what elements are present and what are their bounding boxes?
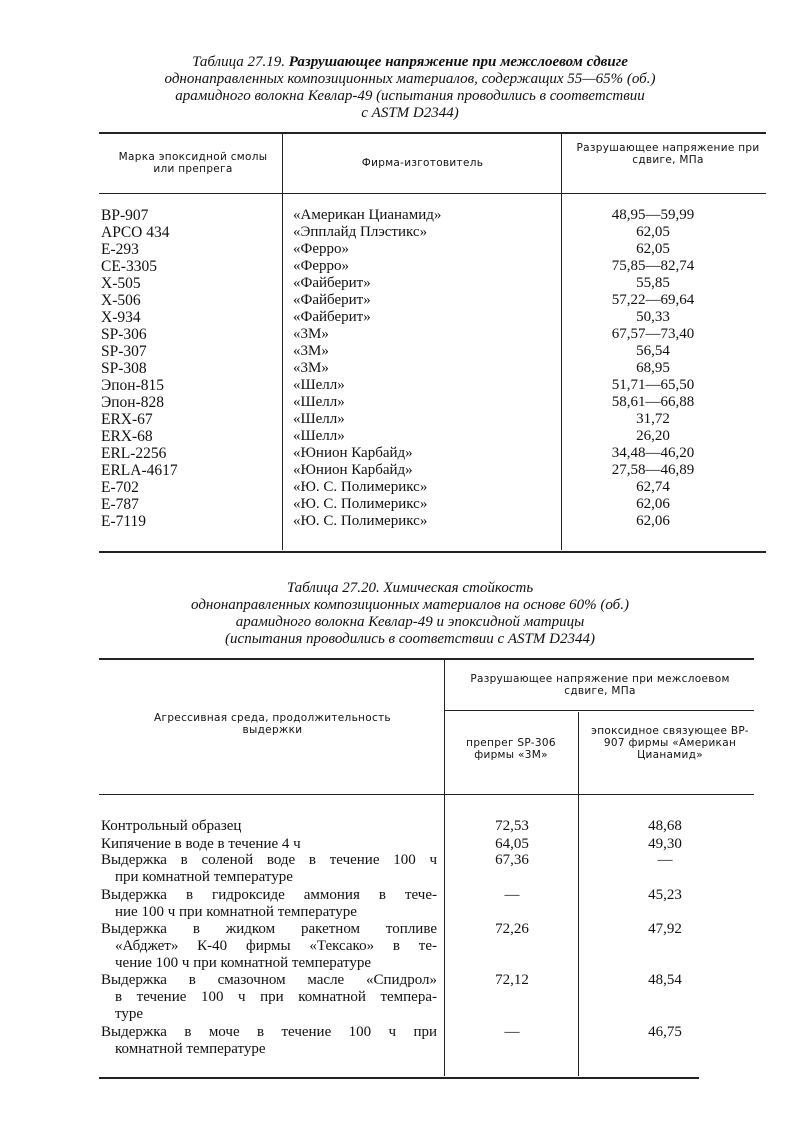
table1-cell-value: 67,57—73,40 [611, 326, 695, 342]
table2-cell-prepreg: — [504, 887, 520, 903]
table1-bottom-rule [99, 551, 766, 553]
table2-cell-prepreg: 67,36 [495, 852, 529, 868]
table2-cell-prepreg: 72,12 [495, 972, 529, 988]
table1-cell-value: 51,71—65,50 [611, 377, 695, 393]
table2-cell-env-line: Выдержка в жидком ракетном топливе [101, 921, 437, 937]
table2-header-rule [99, 794, 754, 795]
table2-cell-env-line: Выдержка в соленой воде в течение 100 ч [101, 852, 437, 868]
table2-caption-line-3: арамидного волокна Кевлар-49 и эпоксидной матрицы [235, 614, 585, 630]
table2-header-sub2: эпоксидное связующее BP-907 фирмы «Американ Цианамид» [591, 725, 749, 761]
table1-cell-value: 58,61—66,88 [611, 394, 695, 410]
table1-cell-maker: «3M» [293, 343, 329, 359]
table1-cell-maker: «Ю. С. Полимерикс» [293, 496, 428, 512]
table2-group-rule [444, 710, 754, 711]
table1-cell-value: 27,58—46,89 [611, 462, 695, 478]
table1-cell-maker: «Шелл» [293, 377, 345, 393]
table1-cell-maker: «Юнион Карбайд» [293, 445, 413, 461]
table2-cell-env [101, 887, 437, 921]
table1-cell-value: 62,06 [636, 496, 670, 512]
table1-cell-brand: SP-306 [101, 326, 147, 343]
table2-cell-binder: — [657, 852, 673, 868]
table1-caption-line-1 [60, 54, 760, 71]
table2-cell-prepreg: 64,05 [495, 836, 529, 852]
table1-cell-brand: SP-307 [101, 343, 147, 360]
table1-cell-value: 62,05 [636, 224, 670, 240]
table1-cell-value: 34,48—46,20 [611, 445, 695, 461]
table1-cell-maker: «Шелл» [293, 428, 345, 444]
table1-cell-brand: ERLA-4617 [101, 462, 178, 479]
table1-cell-maker: «Файберит» [293, 309, 371, 325]
table2-caption-line-2: однонаправленных композиционных материалов на основе 60% (об.) [191, 597, 629, 613]
table1-cell-value: 75,85—82,74 [611, 258, 695, 274]
table2-cell-env [101, 852, 437, 886]
table1-cell-maker: «Файберит» [293, 275, 371, 291]
table1-cell-value: 62,06 [636, 513, 670, 529]
table1-cell-brand: ERX-68 [101, 428, 153, 445]
table2-col-divider-2 [578, 712, 579, 1076]
table1-caption-label: Таблица 27.19. [192, 54, 286, 70]
table1-cell-brand: Эпон-828 [101, 394, 164, 411]
table1-cell-maker: «Шелл» [293, 411, 345, 427]
table2-header-sub1: препрег SP-306 фирмы «3M» [466, 737, 556, 761]
table1-cell-maker: «Шелл» [293, 394, 345, 410]
table1-cell-brand: X-506 [101, 292, 141, 309]
table2-cell-prepreg: — [504, 1024, 520, 1040]
table1-cell-brand: E-702 [101, 479, 139, 496]
table1-cell-value: 48,95—59,99 [611, 207, 695, 223]
table1-cell-brand: APCO 434 [101, 224, 170, 241]
table1-cell-brand: SP-308 [101, 360, 147, 377]
table2-cell-env [101, 1024, 437, 1058]
table1-header-stress: Разрушающее напряжение при сдвиге, МПа [576, 142, 760, 166]
table1-cell-maker: «Ю. С. Полимерикс» [293, 479, 428, 495]
table1-cell-value: 55,85 [636, 275, 670, 291]
table1-header-brand: Марка эпоксидной смолы или препрега [118, 151, 268, 175]
table2-cell-env-line: туре [115, 1005, 144, 1022]
table1-col-divider-2 [561, 134, 562, 550]
table1-cell-value: 62,74 [636, 479, 670, 495]
table2-cell-env [101, 921, 437, 971]
table2-cell-binder: 49,30 [648, 836, 682, 852]
table2-cell-env-line: Выдержка в гидроксиде аммония в тече- [101, 887, 437, 903]
table1-header-rule [99, 193, 766, 194]
table1-cell-maker: «Американ Цианамид» [293, 207, 442, 223]
table2-cell-env-line: «Абджет» К-40 фирмы «Тексако» в те- [115, 937, 437, 954]
table2-caption [60, 580, 760, 648]
table1-top-rule [99, 132, 766, 134]
table2-col-divider-1 [444, 660, 445, 1076]
table1-cell-brand: Эпон-815 [101, 377, 164, 394]
table2-cell-binder: 45,23 [648, 887, 682, 903]
table1-cell-maker: «Ферро» [293, 258, 350, 274]
table1-cell-brand: E-787 [101, 496, 139, 513]
table2-cell-env [101, 836, 437, 853]
table2-cell-env-line: в течение 100 ч при комнатной темпера- [115, 988, 437, 1005]
table2-cell-binder: 48,54 [648, 972, 682, 988]
table2-header-group: Разрушающее напряжение при межслоевом сдвиге, МПа [470, 673, 730, 697]
table2-cell-binder: 46,75 [648, 1024, 682, 1040]
table2-cell-binder: 47,92 [648, 921, 682, 937]
table2-cell-prepreg: 72,26 [495, 921, 529, 937]
table1-cell-maker: «Юнион Карбайд» [293, 462, 413, 478]
table2-cell-env-line: Контрольный образец [101, 818, 242, 834]
table2-cell-env-line: комнатной температуре [115, 1040, 266, 1057]
table1-cell-value: 57,22—69,64 [611, 292, 695, 308]
table1-caption-line-3: арамидного волокна Кевлар-49 (испытания проводились в соответствии [175, 88, 645, 104]
table1-header-maker: Фирма-изготовитель [361, 157, 484, 169]
table2-caption-line-4: (испытания проводились в соответствии с ASTM D2344) [225, 631, 595, 647]
table1-cell-brand: E-7119 [101, 513, 147, 530]
table1-cell-brand: BP-907 [101, 207, 149, 224]
table2-bottom-rule [99, 1077, 699, 1079]
table2-cell-binder: 48,68 [648, 818, 682, 834]
table1-cell-maker: «Ферро» [293, 241, 350, 257]
table2-cell-env-line: чение 100 ч при комнатной температуре [115, 954, 372, 971]
table1-col-divider-1 [282, 134, 283, 550]
table2-cell-env-line: ние 100 ч при комнатной температуре [115, 903, 357, 920]
table2-cell-env-line: при комнатной температуре [115, 868, 293, 885]
table1-cell-value: 31,72 [636, 411, 670, 427]
table2-cell-env-line: Выдержка в моче в течение 100 ч при [101, 1024, 437, 1040]
table1-cell-brand: ERX-67 [101, 411, 153, 428]
table2-top-rule [99, 658, 754, 660]
table1-cell-maker: «Файберит» [293, 292, 371, 308]
table1-cell-value: 56,54 [636, 343, 670, 359]
table1-cell-value: 50,33 [636, 309, 670, 325]
table1-cell-brand: E-293 [101, 241, 139, 258]
table2-header-env: Агрессивная среда, продолжительность выдержки [154, 712, 391, 736]
table2-cell-env-line: Выдержка в смазочном масле «Спидрол» [101, 972, 437, 988]
table2-cell-prepreg: 72,53 [495, 818, 529, 834]
table1-cell-brand: CE-3305 [101, 258, 157, 275]
table1-cell-brand: ERL-2256 [101, 445, 167, 462]
table2-cell-env [101, 818, 437, 835]
table2-cell-env-line: Кипячение в воде в течение 4 ч [101, 836, 301, 852]
table1-cell-value: 62,05 [636, 241, 670, 257]
table1-cell-maker: «3M» [293, 326, 329, 342]
table1-cell-maker: «Эпплайд Плэстикс» [293, 224, 428, 240]
table1-cell-brand: X-934 [101, 309, 141, 326]
table1-cell-brand: X-505 [101, 275, 141, 292]
table2-caption-line-1: Таблица 27.20. Химическая стойкость [286, 580, 534, 596]
table1-caption-line-2: однонаправленных композиционных материалов, содержащих 55—65% (об.) [164, 71, 656, 87]
table1-cell-value: 68,95 [636, 360, 670, 376]
table1-cell-value: 26,20 [636, 428, 670, 444]
table1-caption [60, 54, 760, 122]
table1-cell-maker: «Ю. С. Полимерикс» [293, 513, 428, 529]
table2-cell-env [101, 972, 437, 1022]
table1-cell-maker: «3M» [293, 360, 329, 376]
table1-caption-line-4: с ASTM D2344) [361, 105, 459, 121]
table1-caption-title-line: Разрушающее напряжение при межслоевом сдвиге [288, 54, 628, 70]
